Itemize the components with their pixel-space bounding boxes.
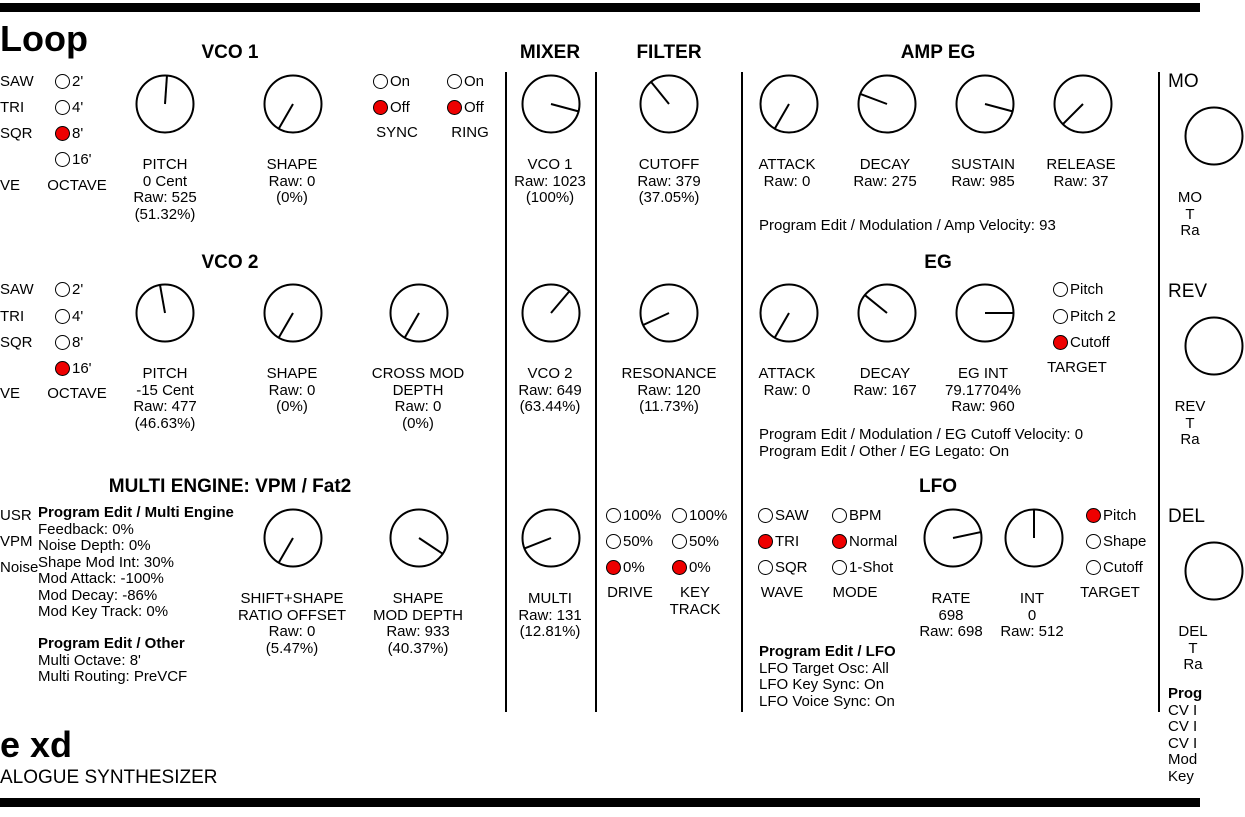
vco2-shape-knob[interactable]	[262, 282, 324, 344]
right-program-edit: Prog CV I CV I CV I Mod Key	[1168, 685, 1203, 785]
vco1-ring-label: RING	[451, 124, 489, 141]
mixer-vco2-label: VCO 2 Raw: 649 (63.44%)	[518, 365, 582, 415]
radio-dot	[55, 282, 70, 297]
filter-drive-label: DRIVE	[607, 584, 653, 601]
amp-decay-label: DECAY Raw: 275	[853, 156, 917, 190]
brand-name: e xd	[0, 724, 73, 765]
radio-dot	[55, 335, 70, 350]
filter-title: FILTER	[636, 42, 702, 63]
vco1-octave-label: OCTAVE	[47, 177, 107, 194]
eg-notes: Program Edit / Modulation / EG Cutoff Velocity: 0 Program Edit / Other / EG Legato: On	[759, 426, 1084, 460]
lfo-program-edit: Program Edit / LFO LFO Target Osc: All LFO Key Sync: On LFO Voice Sync: On	[759, 643, 896, 710]
multi-type-vpm[interactable]: VPM	[0, 533, 33, 550]
vco1-ring-off[interactable]: Off	[447, 98, 484, 118]
eg-target-pitch[interactable]: Pitch	[1053, 280, 1103, 300]
filter-drive-0[interactable]: 0%	[606, 558, 645, 578]
radio-dot	[832, 508, 847, 523]
eg-title: EG	[924, 252, 952, 273]
lfo-int-label: INT 0 Raw: 512	[1000, 590, 1064, 640]
filter-drive-100[interactable]: 100%	[606, 506, 661, 526]
vco1-shape-label: SHAPE Raw: 0 (0%)	[266, 156, 318, 206]
vco2-wave-saw[interactable]: SAW	[0, 281, 34, 298]
filter-resonance-label: RESONANCE Raw: 120 (11.73%)	[621, 365, 717, 415]
multi-engine-title: MULTI ENGINE: VPM / Fat2	[108, 476, 352, 497]
brand-subtitle: ALOGUE SYNTHESIZER	[0, 767, 218, 788]
radio-dot	[672, 534, 687, 549]
radio-dot	[55, 74, 70, 89]
eg-int-label: EG INT 79.17704% Raw: 960	[945, 365, 1021, 415]
lfo-mode-1shot[interactable]: 1-Shot	[832, 558, 893, 578]
vco1-pitch-knob[interactable]	[134, 73, 196, 135]
vco1-sync-on[interactable]: On	[373, 72, 410, 92]
vco2-wave-sqr[interactable]: SQR	[0, 334, 33, 351]
radio-dot	[758, 508, 773, 523]
radio-dot	[373, 74, 388, 89]
delay-knob[interactable]	[1183, 540, 1245, 602]
reverb-knob[interactable]	[1183, 315, 1245, 377]
radio-dot	[672, 508, 687, 523]
filter-keytrack-0[interactable]: 0%	[672, 558, 711, 578]
vco2-pitch-label: PITCH -15 Cent Raw: 477 (46.63%)	[133, 365, 197, 432]
vco1-octave-16[interactable]: 16'	[55, 150, 92, 170]
multi-type-noise[interactable]: Noise	[0, 559, 39, 576]
filter-drive-50[interactable]: 50%	[606, 532, 653, 552]
amp-attack-label: ATTACK Raw: 0	[758, 156, 816, 190]
lfo-int-knob[interactable]	[1003, 507, 1065, 569]
mixer-multi-knob[interactable]	[520, 507, 582, 569]
vco2-octave-16[interactable]: 16'	[55, 359, 92, 379]
mixer-vco1-knob[interactable]	[520, 73, 582, 135]
filter-keytrack-100[interactable]: 100%	[672, 506, 727, 526]
mixer-vco2-knob[interactable]	[520, 282, 582, 344]
vco1-sync-label: SYNC	[376, 124, 418, 141]
radio-dot	[1053, 282, 1068, 297]
multi-shift-shape-knob[interactable]	[262, 507, 324, 569]
vco2-wave-tri[interactable]: TRI	[0, 308, 25, 325]
filter-cutoff-label: CUTOFF Raw: 379 (37.05%)	[637, 156, 701, 206]
lfo-wave-label: WAVE	[760, 584, 804, 601]
vco2-octave-2[interactable]: 2'	[55, 280, 83, 300]
lfo-wave-saw[interactable]: SAW	[758, 506, 809, 526]
radio-dot	[606, 508, 621, 523]
vco1-title: VCO 1	[201, 42, 259, 63]
mod-fx-title: MO	[1168, 71, 1199, 92]
reverb-label: REV T Ra	[1174, 398, 1206, 448]
vco1-octave-2[interactable]: 2'	[55, 72, 83, 92]
filter-cutoff-knob[interactable]	[638, 73, 700, 135]
radio-dot	[606, 534, 621, 549]
multi-shift-shape-label: SHIFT+SHAPE RATIO OFFSET Raw: 0 (5.47%)	[237, 590, 347, 657]
filter-resonance-knob[interactable]	[638, 282, 700, 344]
multi-shape-mod-depth-knob[interactable]	[388, 507, 450, 569]
vco1-shape-knob[interactable]	[262, 73, 324, 135]
delay-title: DEL	[1168, 506, 1205, 527]
eg-attack-knob[interactable]	[758, 282, 820, 344]
eg-int-knob[interactable]	[954, 282, 1016, 344]
eg-target-pitch2[interactable]: Pitch 2	[1053, 307, 1116, 327]
lfo-title: LFO	[919, 476, 957, 497]
multi-program-edit: Program Edit / Multi Engine Feedback: 0% Noise Depth: 0% Shape Mod Int: 30% Mod Attack: -100% Mod Decay: -86% Mod Key Track: 0%	[38, 504, 234, 620]
eg-decay-knob[interactable]	[856, 282, 918, 344]
radio-dot	[672, 560, 687, 575]
lfo-target-pitch[interactable]: Pitch	[1086, 506, 1136, 526]
radio-dot	[758, 560, 773, 575]
lfo-wave-tri[interactable]: TRI	[758, 532, 799, 552]
mixer-title: MIXER	[519, 42, 581, 63]
vco2-cross-mod-label: CROSS MOD DEPTH Raw: 0 (0%)	[371, 365, 465, 432]
amp-eg-title: AMP EG	[900, 42, 976, 63]
vco2-octave-8[interactable]: 8'	[55, 333, 83, 353]
knob-body	[1186, 108, 1243, 165]
radio-dot	[1053, 335, 1068, 350]
amp-decay-knob[interactable]	[856, 73, 918, 135]
lfo-rate-knob[interactable]	[922, 507, 984, 569]
radio-dot	[832, 560, 847, 575]
vco1-ring-on[interactable]: On	[447, 72, 484, 92]
lfo-mode-label: MODE	[832, 584, 878, 601]
vco1-wave-sqr[interactable]: SQR	[0, 125, 33, 142]
vco2-shape-label: SHAPE Raw: 0 (0%)	[266, 365, 318, 415]
divider	[1158, 72, 1160, 712]
mod-fx-label: MO T Ra	[1177, 189, 1203, 239]
vco1-wave-saw[interactable]: SAW	[0, 73, 34, 90]
radio-dot	[1086, 560, 1101, 575]
amp-release-label: RELEASE Raw: 37	[1046, 156, 1116, 190]
vco1-octave-8[interactable]: 8'	[55, 124, 83, 144]
knob-body	[1186, 318, 1243, 375]
mod-fx-knob[interactable]	[1183, 105, 1245, 167]
delay-label: DEL T Ra	[1178, 623, 1208, 673]
vco2-octave-4[interactable]: 4'	[55, 307, 83, 327]
radio-dot	[55, 361, 70, 376]
eg-target-cutoff[interactable]: Cutoff	[1053, 333, 1110, 353]
multi-program-other: Program Edit / Other Multi Octave: 8' Multi Routing: PreVCF	[38, 635, 188, 685]
radio-dot	[1053, 309, 1068, 324]
vco2-wave-label: VE	[0, 385, 21, 402]
vco2-title: VCO 2	[201, 252, 259, 273]
radio-dot	[606, 560, 621, 575]
radio-dot	[758, 534, 773, 549]
vco2-pitch-knob[interactable]	[134, 282, 196, 344]
amp-release-knob[interactable]	[1052, 73, 1114, 135]
lfo-rate-label: RATE 698 Raw: 698	[919, 590, 983, 640]
mixer-multi-label: MULTI Raw: 131 (12.81%)	[518, 590, 582, 640]
bottom-border	[0, 798, 1200, 807]
lfo-target-label: TARGET	[1080, 584, 1140, 601]
top-border	[0, 3, 1200, 12]
lfo-wave-sqr[interactable]: SQR	[758, 558, 808, 578]
vco1-wave-tri[interactable]: TRI	[0, 99, 25, 116]
radio-dot	[55, 152, 70, 167]
multi-type-usr[interactable]: USR	[0, 507, 32, 524]
radio-dot	[447, 74, 462, 89]
page-title: Loop	[0, 18, 88, 59]
filter-keytrack-50[interactable]: 50%	[672, 532, 719, 552]
radio-dot	[447, 100, 462, 115]
vco1-sync-off[interactable]: Off	[373, 98, 410, 118]
radio-dot	[832, 534, 847, 549]
vco1-wave-label: VE	[0, 177, 21, 194]
radio-dot	[55, 100, 70, 115]
amp-sustain-label: SUSTAIN Raw: 985	[951, 156, 1015, 190]
knob-body	[1186, 543, 1243, 600]
radio-dot	[373, 100, 388, 115]
multi-shape-mod-depth-label: SHAPE MOD DEPTH Raw: 933 (40.37%)	[373, 590, 463, 657]
radio-dot	[55, 309, 70, 324]
vco1-octave-4[interactable]: 4'	[55, 98, 83, 118]
lfo-target-shape[interactable]: Shape	[1086, 532, 1146, 552]
lfo-mode-normal[interactable]: Normal	[832, 532, 897, 552]
vco1-pitch-label: PITCH 0 Cent Raw: 525 (51.32%)	[133, 156, 197, 223]
reverb-title: REV	[1168, 281, 1208, 302]
vco2-octave-label: OCTAVE	[47, 385, 107, 402]
amp-sustain-knob[interactable]	[954, 73, 1016, 135]
eg-decay-label: DECAY Raw: 167	[853, 365, 917, 399]
lfo-mode-bpm[interactable]: BPM	[832, 506, 882, 526]
amp-attack-knob[interactable]	[758, 73, 820, 135]
filter-keytrack-label: KEY TRACK	[669, 584, 721, 618]
lfo-target-cutoff[interactable]: Cutoff	[1086, 558, 1143, 578]
vco2-cross-mod-knob[interactable]	[388, 282, 450, 344]
mixer-vco1-label: VCO 1 Raw: 1023 (100%)	[514, 156, 586, 206]
amp-velocity-note: Program Edit / Modulation / Amp Velocity: 93	[759, 217, 1056, 234]
radio-dot	[1086, 508, 1101, 523]
radio-dot	[1086, 534, 1101, 549]
eg-attack-label: ATTACK Raw: 0	[758, 365, 816, 399]
eg-target-label: TARGET	[1047, 359, 1107, 376]
radio-dot	[55, 126, 70, 141]
